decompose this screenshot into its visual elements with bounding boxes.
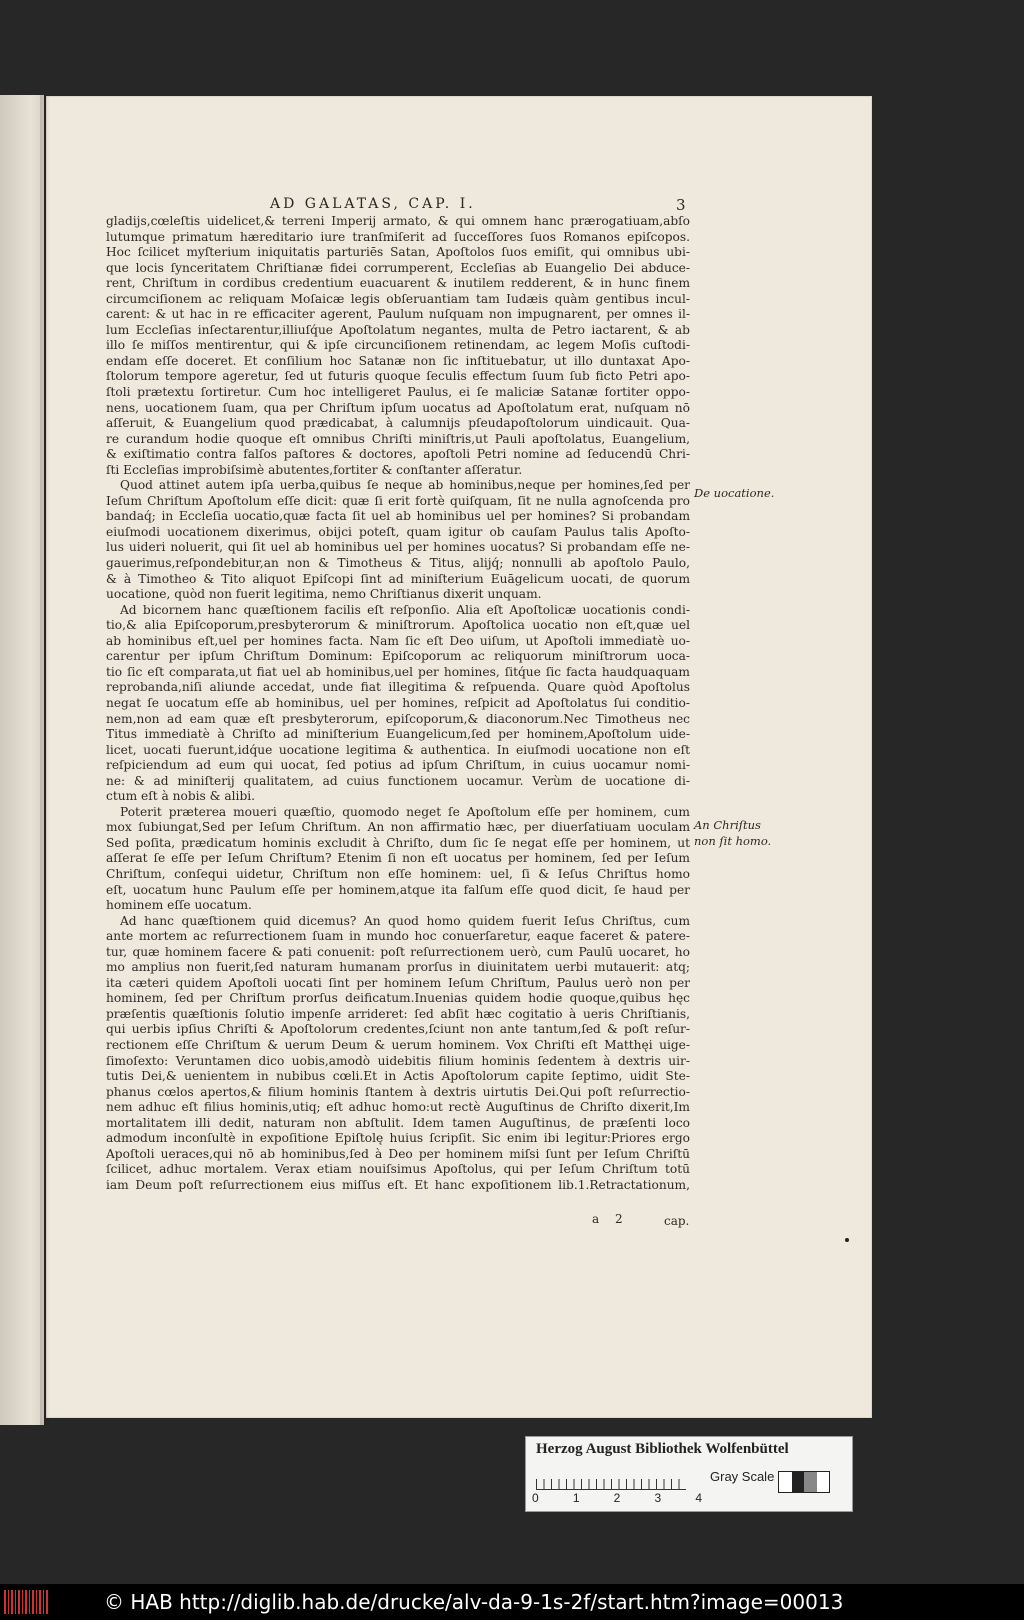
text-line: mortalitatem illi dedit, naturam non abſtulit. Idem tamen Auguſtinus, de præſenti loco [106,1115,690,1130]
color-scale-card [525,1436,853,1512]
text-line: Apoſtoli ueraces,qui nō ab hominibus,ſed à Deo per hominem miſsi ſunt per Ieſum Chriſtū [106,1146,690,1161]
text-line: Ad bicornem hanc quæſtionem facilis eſt reſponſio. Alia eſt Apoſtolicæ uocationis condi- [120,602,690,617]
text-line: tur, quæ hominem facere & pati conuenit: poſt reſurrectionem uerò, cum Paulū uocaret, ho [106,944,690,959]
previous-page-edge [0,95,44,1425]
text-line: eſt, uocatum hunc Paulum eſſe per hominem,atque ita falſum eſſe quod dicit, ſe haud per [106,882,690,897]
text-line: re curandum hodie quoque eſt omnibus Chriſti miniſtris,ut Pauli apoſtolatus, Euangelium, [106,431,690,446]
text-line: licet, uocati fuerunt,idq́ue uocatione legitima & authentica. In eiuſmodi uocatione non eſt [106,742,690,757]
text-line: rectionem eſſe Chriſtum & uerum Deum & uerum hominem. Vox Chriſti eſt Matthęi uige- [106,1037,690,1052]
gray-scale-label: Gray Scale [710,1469,775,1484]
text-line: lus uideri noluerit, qui ſit uel ab hominibus uel per homines uocatus? Si probandam eſſe ne- [106,540,690,555]
text-line: carent: & ut hac in re efficaciter agerent, Paulum nuſquam non impugnarent, per omnes il- [106,307,690,322]
text-line: ne: & ad miniſterij qualitatem, ad cuius functionem uocamur. Verùm de uocatione di- [106,773,690,788]
text-line: bandaq́; in Eccleſia uocatio,quæ facta ſit uel ab hominibus uel per homines? Si probandam [106,509,690,524]
text-line: tio ſic eſt comparata,ut fiat uel ab hominibus,uel per homines, ſitq́ue ſic facta haudquaquam [106,664,690,679]
ruler-number: 0 [532,1491,539,1505]
text-line: Hoc ſcilicet myſterium iniquitatis parturiēs Satan, Apoſtolos ſuos emiſit, qui omnibus ubi- [106,245,690,260]
text-line: Ad hanc quæſtionem quid dicemus? An quod homo quidem fuerit Ieſus Chriſtus, cum [120,913,690,928]
text-line: negat ſe uocatum eſſe ab hominibus, uel per homines, reſpicit ad Apoſtolatus ſui conditio- [106,695,690,710]
ink-dot [845,1238,849,1242]
text-line: circumciſionem ac reliquam Moſaicæ legis obſeruantiam tam Iudæis quàm gentibus incul- [106,291,690,306]
text-line: aſſeruit, & Euangelium quod prædicabat, à calumnijs pſeudapoſtolorum uindicauit. Qua- [106,416,690,431]
ruler-number: 1 [572,1491,580,1505]
text-line: tutis Dei,& uenientem in nubibus cœli.Et in Actis Apoſtolorum capite ſeptimo, uidit Ste- [106,1069,690,1084]
hab-logo-icon [4,1590,48,1614]
text-line: Sed poſita, prædicatum hominis excludit à Chriſto, dum ſic ſe negat eſſe per hominem, ut [106,835,690,850]
text-line: Chriſtum, conſequi uidetur, Chriſtum non eſſe hominem: uel, ſi & Ieſus Chriſtus homo [106,866,690,881]
text-line: mo amplius non fuerit,ſed naturam humanam prorſus in diuinitatem uerbi mutauerit: atq; [106,960,690,975]
margin-note: De uocatione. [694,486,775,500]
text-line: Poterit præterea moueri quæſtio, quomodo neget ſe Apoſtolum eſſe per hominem, cum [120,804,690,819]
text-line: nem,non ad eam quæ eſt presbyterorum, epiſcoporum,& diaconorum.Nec Timotheus nec [106,711,690,726]
text-line: endam eſſe doceret. Et conſilium hoc Satanæ non ſic inſtituebatur, ut illo duntaxat Apo- [106,353,690,368]
text-line: reprobanda,niſi aliunde accedat, unde fiat illegitima & reſpuenda. Quare quòd Apoſtolus [106,680,690,695]
text-line: gauerimus,reſpondebitur,an non & Timotheus & Titus, alijq́; nonnulli ab apoſtolo Paulo, [106,556,690,571]
text-line: ſtolorum tempore ageretur, ſed ut futuris quoque ſeculis effectum ſuum ſub ficto Petri apo- [106,369,690,384]
footer-url[interactable]: © HAB http://diglib.hab.de/drucke/alv-da-9-1s-2f/start.htm?image=00013 [104,1590,844,1614]
text-line: Titus immediatè à Chriſto ad miniſterium Euangelicum,ſed per hominem,Apoſtolum uide- [106,727,690,742]
margin-note: non ſit homo. [694,834,772,848]
text-line: mox ſubiungat,Sed per Ieſum Chriſtum. An non affirmatio hæc, per diuerſatiuam uoculam [106,820,690,835]
text-line: illo ſe miſſos mentirentur, qui & ipſe circunciſionem retinendam, ac legem Moſis cuſtodi- [106,338,690,353]
text-line: que locis ſynceritatem Chriſtianæ fidei corrumperent, Eccleſias ab Euangelio Dei abduce- [106,260,690,275]
catchword: cap. [664,1214,690,1228]
text-line: admodum inconſultè in expoſitione Epiſtolę huius ſcripſit. Sic enim ibi legitur:Priores ergo [106,1131,690,1146]
margin-note: An Chriſtus [694,818,761,832]
text-line: nem adhuc eſt filius hominis,utiq; eſt adhuc homo:ut rectè Auguſtinus de Chriſto dixerit,Im [106,1100,690,1115]
text-line: ſti Eccleſias improbiſsimè abutentes,fortiter & conſtanter aſſeratur. [106,462,523,477]
text-line: ctum eſt à nobis & alibi. [106,789,256,804]
text-line: ab hominibus eſt,uel per homines facta. Nam ſic eſt Deo uiſum, ut Apoſtoli immediatè uo- [106,633,690,648]
text-line: lum Eccleſias inſectarentur,illiuſq́ue Apoſtolatum negantes, multa de Petro iactarent, & ab [106,322,690,337]
running-head: AD GALATAS, CAP. I. [270,196,476,212]
signature-mark: a 2 [592,1212,623,1226]
text-line: eiuſmodi uocationem dixerimus, obijci poteſt, quam igitur ob cauſam Paulus talis Apoſto- [106,524,690,539]
text-line: ſcilicet, adhuc mortalem. Verax etiam nouiſsimus Apoſtolus, qui per Ieſum Chriſtum totū [106,1162,690,1177]
text-line: gladijs,cœleſtis uidelicet,& terreni Imperij armato, & qui omnem hanc prærogatiuam,abſo [106,214,690,228]
ruler-number: 3 [654,1491,662,1505]
gray-scale-swatch [778,1471,830,1493]
gutter-shadow [40,95,50,1425]
text-line: qui uerbis ipſius Chriſti & Apoſtolorum credentes,ſciunt non ante tantum,ſed & poſt reſur- [106,1022,690,1037]
text-line: lutumque primatum hæreditario iure tranſmiſerit ad ſucceſſores ſuos Romanos epiſcopos. [106,229,690,244]
ruler-number: 2 [613,1491,621,1505]
text-line: & exiſtimatio contra falſos paſtores & doctores, apoſtoli Petri nomine ad ſeducendū Chri- [106,447,690,462]
text-line: ante mortem ac reſurrectionem ſuam in mundo hoc conuerſaretur, eaque faceret & patere- [106,929,690,944]
text-line: iam Deum poſt reſurrectionem eius miſſus eſt. Et hanc expoſitionem lib.1.Retractationum, [106,1177,690,1192]
text-line: præſentis quæſtionis ſolutio impenſe arrideret: ſed abſit hæc cogitatio à ueris Chriſtianis, [106,1006,690,1021]
text-line: phanus cœlos apertos,& filium hominis ſtantem à dextris uirtutis Dei.Qui poſt reſurrectio- [106,1084,690,1099]
text-line: carentur per ipſum Chriſtum Dominum: Epiſcoporum ac reliquorum miniſtrorum uoca- [106,649,690,664]
text-line: tio,& alia Epiſcoporum,presbyterorum & miniſtrorum. Apoſtolica uocatio non eſt,quæ uel [106,618,690,633]
text-line: & à Timotheo & Tito aliquot Epiſcopi ſint ad miniſterium Euāgelicum uocati, de quorum [106,571,690,586]
footer-bar [0,1584,1024,1620]
text-line: hominem eſſe uocatum. [106,898,252,913]
text-line: ſtoli prætextu ſortiretur. Cum hoc intelligeret Paulus, ei ſe maliciæ Satanæ fortiter oppo- [106,385,690,400]
text-line: Ieſum Chriſtum Apoſtolum eſſe dicit: quæ ſi erit fortè quiſquam, ſit ne nulla agnoſcenda pro [106,493,690,508]
ruler-number: 4 [695,1491,702,1505]
ruler [536,1467,686,1490]
text-line: aſſerat ſe eſſe per Ieſum Chriſtum? Etenim ſi non eſt uocatus per hominem, ſed per Ieſum [106,851,690,866]
text-line: hominem, ſed per Chriſtum prorſus deificatum.Inuenias quidem hodie quoque,quibus hęc [106,991,690,1006]
main-text-block [106,214,690,1193]
text-line: reſpiciendum ad eum qui uocat, ſed potius ad ipſum Chriſtum, in cuius uocamur nomi- [106,758,690,773]
folio-number: 3 [676,196,686,214]
library-name: Herzog August Bibliothek Wolfenbüttel [536,1441,789,1457]
text-line: rent, Chriſtum in cordibus credentium euacuarent & inutilem redderent, & in hunc finem [106,276,690,291]
text-line: ſimoſexto: Veruntamen dico uobis,amodò uidebitis filium hominis ſedentem à dextris uir- [106,1053,690,1068]
text-line: ita cæteri quidem Apoſtoli uocati ſint per hominem Ieſum Chriſtum, Paulus uerò non per [106,975,690,990]
text-line: nens, uocationem ſuam, qua per Chriſtum ipſum uocatus ad Apoſtolatum erat, nuſquam nō [106,400,690,415]
text-line: uocatione, quòd non fuerit legitima, nemo Chriſtianus dixerit unquam. [106,587,542,602]
text-line: Quod attinet autem ipſa uerba,quibus ſe neque ab hominibus,neque per homines,ſed per [120,478,690,493]
ruler-numbers [532,1491,702,1505]
